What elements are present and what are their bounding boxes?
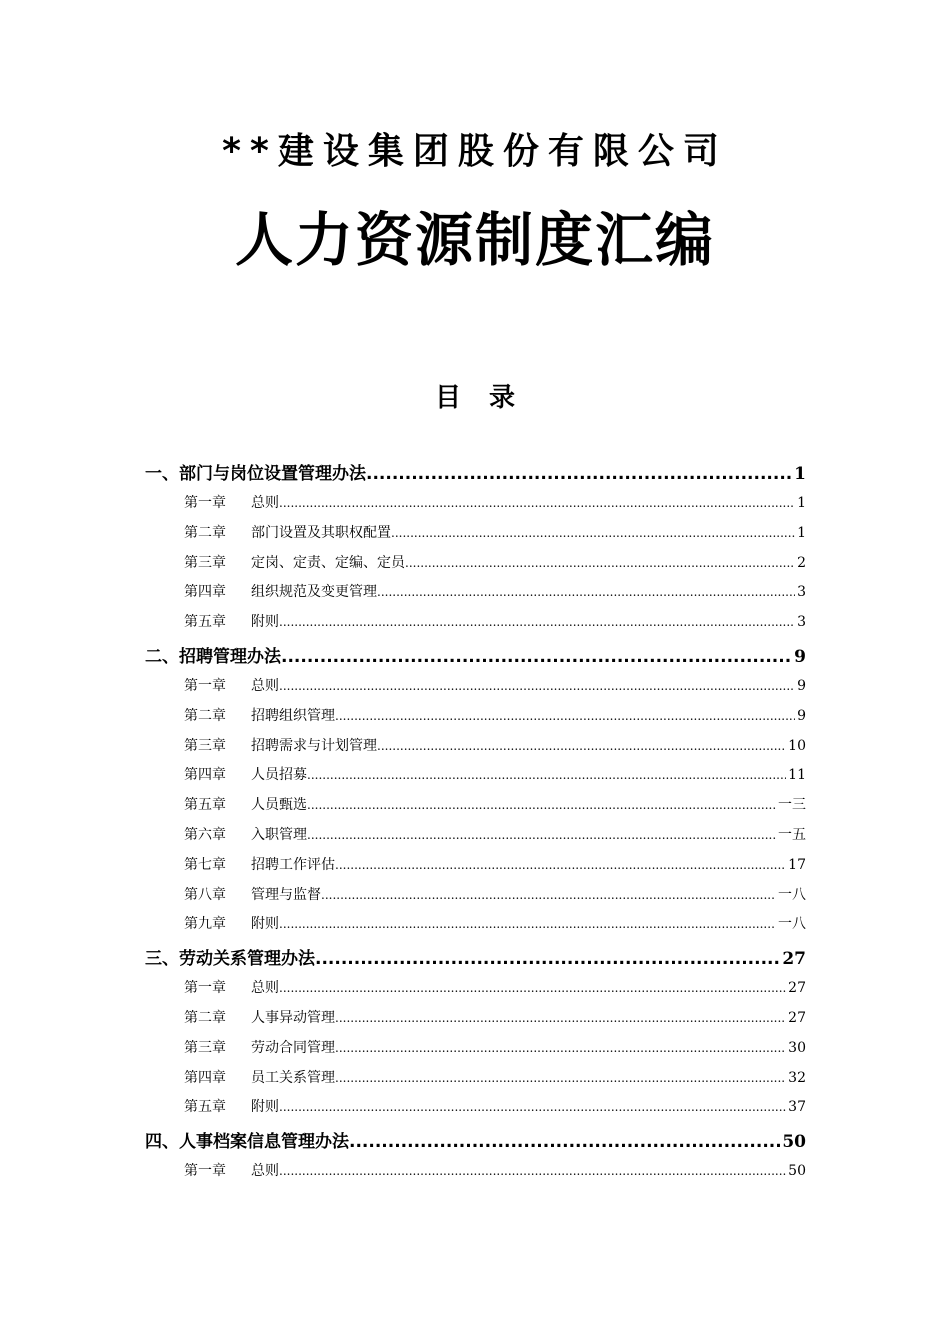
chapter-title: 附则 [251,916,279,933]
chapter-title: 招聘需求与计划管理 [251,737,377,754]
toc-chapter[interactable] [145,881,806,911]
dot-leader [335,1064,786,1094]
chapter-title: 招聘工作评估 [251,856,335,873]
toc-chapter[interactable] [145,489,806,519]
chapter-number: 第一章 [184,495,226,511]
toc-chapter[interactable] [145,761,806,791]
toc-section-page: 27 [782,949,806,970]
chapter-number: 第六章 [184,826,226,843]
toc-chapter[interactable] [145,549,806,579]
chapter-number: 第四章 [184,1069,226,1086]
dot-leader [279,608,795,638]
dot-leader [335,851,786,881]
chapter-title: 定岗、定责、定编、定员 [251,554,405,571]
chapter-title: 人员甄选 [251,797,307,814]
chapter-title: 总则 [251,980,279,997]
toc-chapter[interactable] [145,702,806,732]
chapter-page: 9 [797,707,806,724]
toc-chapter[interactable] [145,672,806,702]
toc-heading-part2: 录 [489,383,516,413]
chapter-number: 第五章 [184,614,226,631]
chapter-page: 2 [797,554,806,571]
company-name: **建设集团股份有限公司 [222,131,728,172]
dot-leader [307,761,786,791]
chapter-number: 第一章 [184,1163,226,1180]
toc-chapter[interactable] [145,608,806,638]
chapter-number: 第二章 [184,524,226,541]
chapter-page: 一五 [778,826,806,843]
chapter-title: 劳动合同管理 [251,1039,335,1056]
toc-chapter[interactable] [145,732,806,762]
chapter-page: 9 [797,677,806,694]
chapter-title: 部门设置及其职权配置 [251,524,391,541]
toc-chapter[interactable] [145,974,806,1004]
chapter-title: 人员招募 [251,767,307,784]
toc-section-page: 50 [782,1132,806,1153]
chapter-number: 第二章 [184,707,226,724]
toc-chapter[interactable] [145,1064,806,1094]
toc-chapter[interactable] [145,519,806,549]
chapter-page: 27 [788,980,806,997]
dot-leader [405,549,795,579]
dot-leader [279,1093,786,1123]
chapter-page: 37 [788,1099,806,1116]
toc-section-page: 1 [794,464,806,484]
dot-leader [279,910,776,940]
toc-chapter[interactable] [145,1093,806,1123]
chapter-number: 第八章 [184,886,226,903]
toc-section-label: 三、劳动关系管理办法 [145,949,315,970]
chapter-page: 50 [788,1163,806,1180]
toc-chapter[interactable] [145,910,806,940]
chapter-number: 第三章 [184,554,226,571]
chapter-title: 总则 [251,495,279,511]
toc-chapter[interactable] [145,851,806,881]
chapter-page: 11 [788,767,806,784]
chapter-title: 组织规范及变更管理 [251,584,377,601]
toc-section-label: 一、部门与岗位设置管理办法 [145,464,366,484]
toc-section-label: 四、人事档案信息管理办法 [145,1132,349,1153]
chapter-page: 10 [788,737,806,754]
chapter-page: 27 [788,1009,806,1026]
chapter-title: 总则 [251,677,279,694]
dot-leader [281,642,792,672]
toc-chapter[interactable] [145,791,806,821]
toc-chapter[interactable] [145,1034,806,1064]
chapter-page: 17 [788,856,806,873]
toc-section[interactable] [145,1127,806,1157]
chapter-title: 人事异动管理 [251,1009,335,1026]
dot-leader [315,944,780,974]
toc-heading-part1: 目 [434,383,461,413]
chapter-number: 第一章 [184,980,226,997]
chapter-number: 第三章 [184,1039,226,1056]
dot-leader [279,672,795,702]
document-title: 人力资源制度汇编 [234,206,715,274]
chapter-title: 附则 [251,614,279,631]
dot-leader [279,489,795,519]
dot-leader [335,1004,786,1034]
toc-section[interactable] [145,944,806,974]
toc-chapter[interactable] [145,1157,806,1187]
chapter-number: 第二章 [184,1009,226,1026]
chapter-title: 员工关系管理 [251,1069,335,1086]
toc-chapter[interactable] [145,1004,806,1034]
chapter-page: 30 [788,1039,806,1056]
chapter-title: 招聘组织管理 [251,707,335,724]
dot-leader [335,702,795,732]
toc-section-label: 二、招聘管理办法 [145,646,281,667]
dot-leader [377,732,786,762]
chapter-title: 入职管理 [251,826,307,843]
toc-heading [0,378,950,418]
chapter-number: 第四章 [184,767,226,784]
dot-leader [279,1157,786,1187]
chapter-page: 一八 [778,886,806,903]
chapter-page: 32 [788,1069,806,1086]
toc-chapter[interactable] [145,578,806,608]
toc-section[interactable] [145,642,806,672]
dot-leader [307,821,776,851]
chapter-number: 第七章 [184,856,226,873]
toc-section[interactable] [145,459,806,489]
chapter-page: 3 [797,614,806,631]
dot-leader [335,1034,786,1064]
table-of-contents [145,455,806,1187]
toc-section-page: 9 [794,646,806,667]
chapter-page: 一三 [778,797,806,814]
chapter-page: 3 [797,584,806,601]
toc-chapter[interactable] [145,821,806,851]
chapter-number: 第五章 [184,1099,226,1116]
chapter-number: 第一章 [184,677,226,694]
chapter-number: 第四章 [184,584,226,601]
chapter-number: 第三章 [184,737,226,754]
dot-leader [321,881,776,911]
dot-leader [307,791,776,821]
chapter-page: 1 [797,495,806,511]
chapter-page: 1 [797,524,806,541]
dot-leader [366,459,792,489]
dot-leader [279,974,786,1004]
dot-leader [391,519,795,549]
chapter-number: 第九章 [184,916,226,933]
chapter-page: 一八 [778,916,806,933]
chapter-title: 附则 [251,1099,279,1116]
chapter-number: 第五章 [184,797,226,814]
dot-leader [377,578,795,608]
dot-leader [349,1127,780,1157]
chapter-title: 总则 [251,1163,279,1180]
chapter-title: 管理与监督 [251,886,321,903]
